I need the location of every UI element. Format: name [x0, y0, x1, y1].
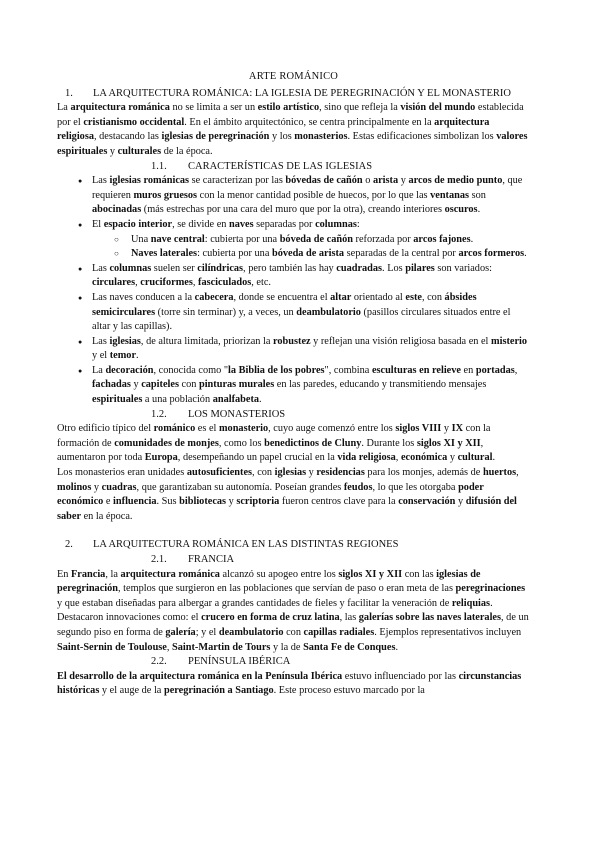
bold-term: bóveda de arista — [271, 248, 345, 260]
bold-term: iglesias románicas — [109, 175, 190, 187]
bold-term: pinturas murales — [198, 379, 275, 391]
bold-term: siglos XI y XII — [338, 568, 403, 580]
bold-term: arquitectura religiosa — [57, 116, 490, 143]
bold-term: arcos formeros — [458, 248, 525, 260]
bold-term: iglesias de peregrinación — [57, 568, 481, 595]
bold-term: estilo artístico — [257, 102, 320, 114]
bold-term: deambulatorio — [218, 626, 284, 638]
bold-term: cilíndricas — [197, 262, 244, 274]
bold-term: difusión del saber — [57, 496, 517, 522]
bold-term: capiteles — [141, 379, 179, 391]
bold-term: arcos de medio punto — [408, 175, 503, 187]
subsection-title: CARACTERÍSTICAS DE LAS IGLESIAS — [188, 160, 373, 172]
section-number: 1. — [65, 87, 73, 99]
subsection-2-2-heading — [57, 655, 530, 670]
bold-term: iglesias de peregrinación — [161, 131, 270, 143]
subsection-title: LOS MONASTERIOS — [188, 408, 286, 420]
bold-term: este — [405, 291, 422, 303]
bold-term: analfabeta — [212, 394, 260, 406]
subsection-number: 2.2. — [151, 656, 167, 668]
bold-term: arquitectura románica — [120, 568, 220, 580]
iberia-paragraph: El desarrollo de la arquitectura románica en la Península Ibérica estuvo influenciado por las circunstancias históricas y el auge de la peregrinación a Santiago. Este proceso estuvo marcado por la — [57, 670, 522, 697]
bold-term: arista — [372, 175, 399, 187]
church-characteristics-list — [57, 174, 530, 408]
section-2-heading — [57, 538, 530, 553]
bold-term: Naves laterales — [131, 248, 198, 260]
section-number: 2. — [65, 539, 73, 551]
bold-term: Saint-Sernin de Toulouse — [57, 641, 167, 653]
subsection-2-1-heading — [57, 553, 530, 568]
bold-term: columnas — [315, 218, 357, 230]
bold-term: cultural — [457, 452, 493, 464]
bold-term: bibliotecas — [179, 496, 227, 508]
bold-term: bóveda de cañón — [279, 233, 353, 245]
subsection-1-1-heading — [57, 160, 530, 175]
bold-term: residencias — [316, 467, 365, 479]
bold-term: arquitectura románica — [70, 102, 170, 114]
bold-term: pilares — [405, 262, 435, 274]
bold-term: oscuros — [444, 204, 478, 216]
bold-term: poder económico — [57, 481, 484, 508]
bold-term: comunidades de monjes — [114, 437, 219, 449]
bold-term: cuadras — [101, 481, 137, 493]
bold-term: benedictinos de Cluny — [264, 437, 362, 449]
list-item: ● Las iglesias románicas se caracterizan por las bóvedas de cañón o arista y arcos de medio punto, que requieren muros gruesos con la menor cantidad posible de huecos, por lo que las ventanas son abocinadas (más estrechas por una cara del muro que por la otra), creando interiores oscuros. — [57, 174, 530, 218]
bold-term: bóvedas de cañón — [285, 175, 363, 187]
bold-term: fasciculados — [198, 277, 252, 289]
sublist-item: ○ Naves laterales: cubierta por una bóveda de arista separadas de la central por arcos formeros. — [57, 247, 530, 262]
bold-term: nave central — [150, 233, 205, 245]
bold-term: Santa Fe de Conques — [303, 641, 396, 653]
bold-term: vida religiosa — [337, 452, 396, 464]
bold-term: muros gruesos — [133, 189, 198, 201]
bold-term: iglesias — [274, 467, 307, 479]
bold-term: iglesias — [109, 335, 141, 347]
section-1-heading — [57, 87, 530, 102]
bold-term: autosuficientes — [186, 467, 253, 479]
list-item: ● La decoración, conocida como "la Biblia de los pobres", combina esculturas en relieve en portadas, fachadas y capiteles con pinturas murales en las paredes, educando y transmitiendo mensajes espirituales a una población analfabeta. — [57, 364, 530, 408]
section-title: LA ARQUITECTURA ROMÁNICA: LA IGLESIA DE PEREGRINACIÓN Y EL MONASTERIO — [93, 87, 511, 99]
section-title: LA ARQUITECTURA ROMÁNICA EN LAS DISTINTAS REGIONES — [93, 539, 399, 551]
bold-term: misterio — [491, 335, 528, 347]
bold-term: reliquias — [451, 597, 491, 609]
bold-term: culturales — [117, 145, 162, 157]
subsection-number: 1.1. — [151, 160, 167, 172]
bold-term: galería — [165, 626, 196, 638]
subsection-number: 1.2. — [151, 408, 167, 420]
bold-term: temor — [109, 350, 137, 362]
list-item: ● Las naves conducen a la cabecera, donde se encuentra el altar orientado al este, con ábsides semicirculares (torre sin terminar) y, a veces, un deambulatorio (pasillos circulares situados entre el altar y las capillas). — [57, 291, 530, 335]
list-item: ● Las columnas suelen ser cilíndricas, pero también las hay cuadradas. Los pilares son variados: circulares, cruciformes, fasciculados, etc. — [57, 262, 530, 291]
bold-term: molinos — [57, 481, 92, 493]
bold-term: huertos — [482, 467, 517, 479]
bold-term: románico — [153, 423, 196, 435]
bold-term: capillas radiales — [303, 626, 375, 638]
bold-term: influencia — [113, 496, 157, 508]
bold-term: la Biblia de los pobres — [228, 364, 325, 376]
list-item — [57, 218, 530, 262]
bold-term: robustez — [273, 335, 311, 347]
naves-sublist — [92, 233, 530, 262]
subsection-1-2-heading — [57, 408, 530, 423]
subsection-number: 2.1. — [151, 554, 167, 565]
bold-term: crucero en forma de cruz latina — [201, 612, 340, 624]
bold-term: siglos XI y XII — [416, 437, 481, 449]
subsection-title: PENÍNSULA IBÉRICA — [188, 656, 291, 668]
bold-term: circunstancias históricas — [57, 670, 522, 697]
bold-term: visión del mundo — [400, 102, 476, 114]
list-item: ● Las iglesias, de altura limitada, priorizan la robustez y reflejan una visión religiosa basada en el misterio y el temor. — [57, 335, 530, 364]
bold-term: peregrinación a Santiago — [163, 685, 274, 697]
bold-term: cristianismo occidental — [83, 116, 185, 128]
bold-term: Francia — [71, 568, 106, 580]
bold-term: Europa — [144, 452, 178, 464]
bold-term: columnas — [109, 262, 152, 274]
bold-term: espacio interior — [103, 218, 173, 230]
bold-term: monasterio — [218, 423, 269, 435]
bold-term: ábsides semicirculares — [92, 291, 477, 318]
bold-term: deambulatorio — [296, 306, 361, 318]
bold-term: esculturas en relieve — [371, 364, 461, 376]
bold-term: circulares — [92, 277, 136, 289]
bold-term: siglos VIII — [395, 423, 442, 435]
bold-term: portadas — [475, 364, 515, 376]
bold-term: económica — [400, 452, 448, 464]
bold-term: monasterios — [294, 131, 348, 143]
bold-term: naves — [228, 218, 254, 230]
bold-term: scriptoria — [236, 496, 280, 508]
bold-term: espirituales — [92, 394, 143, 406]
section-1-intro: La arquitectura románica no se limita a ser un estilo artístico, sino que refleja la visión del mundo establecida por el cristianismo occidental. En el ámbito arquitectónico, se centra principalmente en la arquitectura religiosa, destacando las iglesias de peregrinación y los monasterios. Estas edificaciones simbolizan los valores espirituales y culturales de la época. — [57, 102, 528, 157]
bold-term: conservación — [398, 496, 456, 508]
bold-term: galerías sobre las naves laterales — [358, 612, 502, 624]
bold-term: abocinadas — [92, 204, 142, 216]
bold-term: decoración — [105, 364, 154, 376]
bold-term: IX — [451, 423, 464, 435]
sublist-item: ○ Una nave central: cubierta por una bóveda de cañón reforzada por arcos fajones. — [57, 233, 530, 248]
bold-term: altar — [330, 291, 352, 303]
monasteries-paragraph-2: Los monasterios eran unidades autosuficientes, con iglesias y residencias para los monjes, además de huertos, molinos y cuadras, que garantizaban su autonomía. Poseían grandes feudos, lo que les otorgaba poder económico e influencia. Sus bibliotecas y scriptoria fueron centros clave para la conservación y difusión del saber en la época. — [57, 467, 519, 522]
monasteries-paragraph-1: Otro edificio típico del románico es el monasterio, cuyo auge comenzó entre los siglos VIII y IX con la formación de comunidades de monjes, como los benedictinos de Cluny. Durante los siglos XI y XII, aumentaron por toda Europa, desempeñando un papel crucial en la vida religiosa, económica y cultural. — [57, 423, 496, 464]
france-paragraph: En Francia, la arquitectura románica alcanzó su apogeo entre los siglos XI y XII con las iglesias de peregrinación, templos que surgieron en las poblaciones que servían de paso o eran meta de las peregrinaciones y que estaban diseñadas para albergar a grandes cantidades de fieles y facilitar la veneración de reliquias. Destacaron innovaciones como: el crucero en forma de cruz latina, las galerías sobre las naves laterales, de un segundo piso en forma de galería; y el deambulatorio con capillas radiales. Ejemplos representativos incluyen Saint-Sernin de Toulouse, Saint-Martin de Tours y la de Santa Fe de Conques. — [57, 568, 529, 653]
subsection-title: FRANCIA — [188, 554, 235, 565]
document-title: ARTE ROMÁNICO — [248, 71, 339, 82]
bold-term: ventanas — [430, 189, 470, 201]
bold-term: arcos fajones — [413, 233, 471, 245]
bold-term: peregrinaciones — [455, 583, 526, 595]
bold-term: valores espirituales — [57, 131, 528, 157]
bold-term: cuadradas — [336, 262, 383, 274]
bold-term: cabecera — [194, 291, 234, 303]
list-item-text: El espacio interior, se divide en naves separadas por columnas: — [92, 218, 360, 230]
bold-term: cruciformes — [140, 277, 193, 289]
bold-term: feudos — [343, 481, 373, 493]
bold-term: El desarrollo de la arquitectura románica en la Península Ibérica — [57, 670, 343, 682]
bold-term: Saint-Martin de Tours — [172, 641, 271, 653]
bold-term: fachadas — [92, 379, 131, 391]
